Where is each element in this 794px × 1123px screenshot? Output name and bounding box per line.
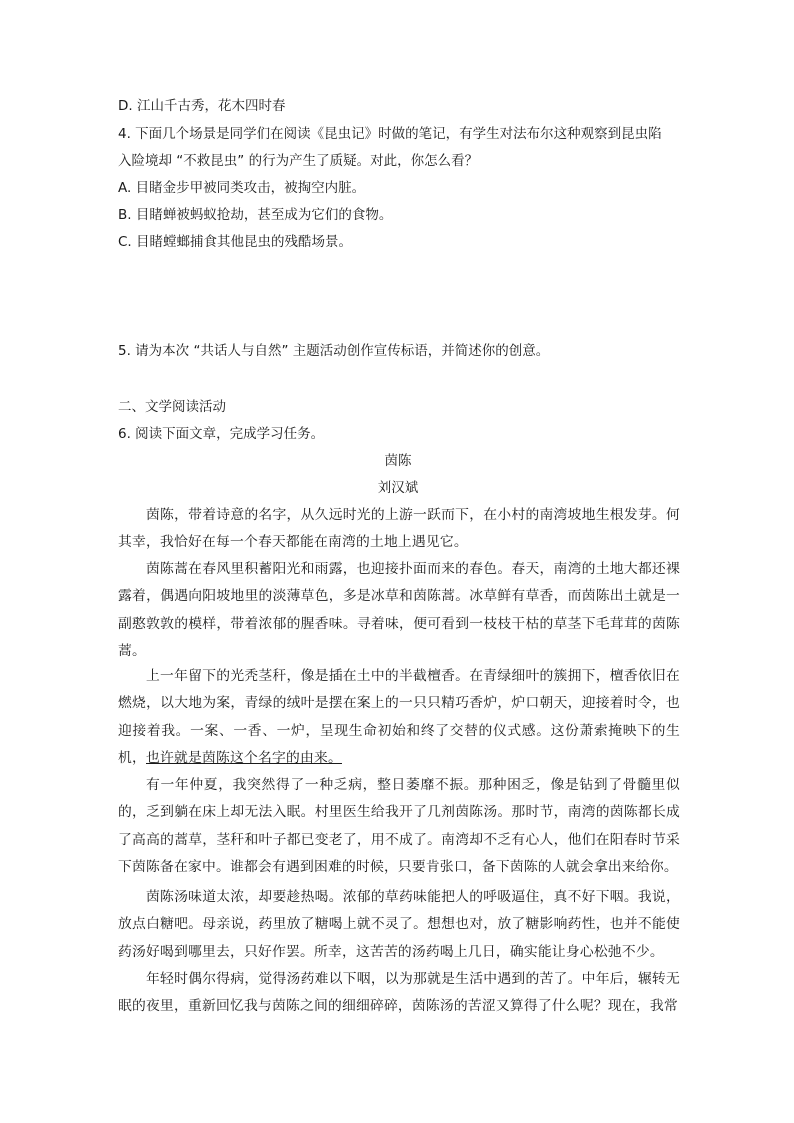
paragraph-3-text: 上一年留下的光秃茎秆，像是插在土中的半截檀香。在青绿细叶的簇拥下，檀香依旧在燃烧，以大地为案，青绿的绒叶是摆在案上的一只只精巧香炉，炉口朝天，迎接着时令，也迎接着我。一案、一香、一炉，呈现生命初始和终了交替的仪式感。这份萧索掩映下的生机，: [118, 668, 680, 766]
q4-option-c: C. 目睹螳螂捕食其他昆虫的残酷场景。: [118, 234, 353, 250]
q4-stem-line1: 4. 下面几个场景是同学们在阅读《昆虫记》时做的笔记，有学生对法布尔这种观察到昆虫陷: [118, 126, 662, 142]
article-paragraph-4: 有一年仲夏，我突然得了一种乏病，整日萎靡不振。那种困乏，像是钻到了骨髓里似的，乏到躺在床上却无法入眠。村里医生给我开了几剂茵陈汤。那时节，南湾的茵陈都长成了高高的蒿草，茎秆和叶子都已变老了，用不成了。南湾却不乏有心人，他们在阳春时节采下茵陈备在家中。谁都会有遇到困难的时候，只要肯张口，备下茵陈的人就会拿出来给你。: [118, 777, 680, 875]
article-paragraph-5: 茵陈汤味道太浓，却要趁热喝。浓郁的草药味能把人的呼吸逼住，真不好下咽。我说，放点白糖吧。母亲说，药里放了糖喝上就不灵了。想想也对，放了糖影响药性，也并不能使药汤好喝到哪里去，只好作罢。所幸，这苦苦的汤药喝上几日，确实能让身心松弛不少。: [118, 889, 680, 960]
q3-option-d: D. 江山千古秀，花木四时春: [118, 98, 286, 114]
q4-option-b: B. 目睹蝉被蚂蚁抢劫，甚至成为它们的食物。: [118, 207, 393, 223]
article-paragraph-3: [118, 663, 680, 772]
q4-stem-line2: 入险境却 “不救昆虫” 的行为产生了质疑。对此，你怎么看？: [118, 153, 479, 169]
article-title: 茵陈: [384, 453, 412, 469]
article-paragraph-6: 年轻时偶尔得病，觉得汤药难以下咽，以为那就是生活中遇到的苦了。中年后，辗转无眠的夜里，重新回忆我与茵陈之间的细细碎碎，茵陈汤的苦涩又算得了什么呢？现在，我常: [118, 971, 680, 1015]
underlined-sentence: 也许就是茵陈这个名字的由来。: [146, 749, 342, 766]
q4-option-a: A. 目睹金步甲被同类攻击，被掏空内脏。: [118, 180, 366, 196]
article-author: 刘汉斌: [377, 480, 419, 496]
article-paragraph-1: 茵陈，带着诗意的名字，从久远时光的上游一跃而下，在小村的南湾坡地生根发芽。何其幸，我恰好在每一个春天都能在南湾的土地上遇见它。: [118, 507, 680, 551]
q5-text: 5. 请为本次 “共话人与自然” 主题活动创作宣传标语，并简述你的创意。: [118, 343, 550, 359]
section-heading: 二、文学阅读活动: [118, 399, 226, 415]
article-paragraph-2: 茵陈蒿在春风里积蓄阳光和雨露，也迎接扑面而来的春色。春天，南湾的土地大都还裸露着，偶遇向阳坡地里的淡薄草色，多是冰草和茵陈蒿。冰草鲜有草香，而茵陈出土就是一副憨敦敦的模样，带着浓郁的腥香味。寻着味，便可看到一枝枝干枯的草茎下毛茸茸的茵陈蒿。: [118, 561, 680, 659]
q6-text: 6. 阅读下面文章，完成学习任务。: [118, 426, 325, 442]
